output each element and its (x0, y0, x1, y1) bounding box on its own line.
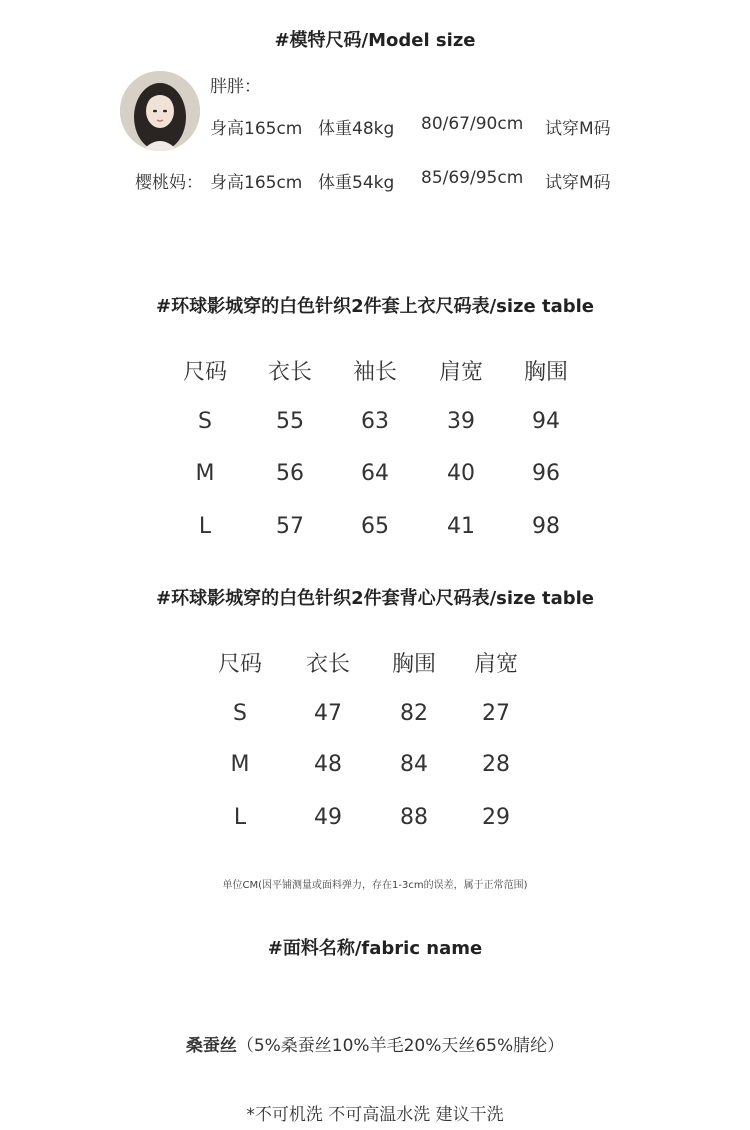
table-cell: M (230, 752, 250, 777)
table-cell: 94 (532, 409, 560, 434)
table-cell: 49 (314, 805, 342, 830)
model-1-weight: 体重48kg (318, 119, 395, 139)
table-header: 胸围 (391, 652, 436, 677)
model-1-measurements: 80/67/90cm (421, 114, 524, 134)
top-size-table-heading: #环球影城穿的白色针织2件套上衣尺码表/size table (155, 296, 595, 317)
table-cell: 39 (447, 409, 475, 434)
fabric-line (0, 1031, 750, 1056)
table-cell: 96 (532, 461, 560, 486)
table-cell: 27 (482, 701, 510, 726)
care-instructions: *不可机洗 不可高温水洗 建议干洗 (246, 1105, 504, 1125)
model-2-measurements: 85/69/95cm (421, 168, 524, 188)
table-header: 肩宽 (473, 652, 518, 677)
table-cell: 98 (532, 514, 560, 539)
model-1-name: 胖胖： (210, 77, 261, 97)
vest-size-table-heading: #环球影城穿的白色针织2件套背心尺码表/size table (155, 588, 595, 609)
table-cell: 47 (314, 701, 342, 726)
table-cell: 56 (276, 461, 304, 486)
table-cell: L (233, 805, 247, 830)
table-cell: M (195, 461, 215, 486)
table-header: 尺码 (217, 652, 262, 677)
table-cell: 28 (482, 752, 510, 777)
table-cell: S (233, 701, 247, 726)
table-cell: 63 (361, 409, 389, 434)
table-header: 衣长 (267, 360, 312, 385)
table-cell: 84 (400, 752, 428, 777)
table-cell: 88 (400, 805, 428, 830)
table-header: 袖长 (352, 360, 397, 385)
model-2-tried-size: 试穿M码 (545, 173, 611, 193)
table-cell: 48 (314, 752, 342, 777)
table-cell: 40 (447, 461, 475, 486)
model-1-height: 身高165cm (210, 119, 303, 139)
model-1-tried-size: 试穿M码 (545, 119, 611, 139)
table-cell: 57 (276, 514, 304, 539)
fabric-heading: #面料名称/fabric name (267, 938, 483, 959)
table-cell: 64 (361, 461, 389, 486)
table-cell: S (198, 409, 212, 434)
table-cell: 65 (361, 514, 389, 539)
model-2-name: 樱桃妈： (135, 173, 203, 193)
model-avatar (120, 71, 200, 151)
table-header: 胸围 (523, 360, 568, 385)
fabric-composition: （5%桑蚕丝10%羊毛20%天丝65%腈纶） (236, 1036, 565, 1056)
model-2-height: 身高165cm (210, 173, 303, 193)
table-cell: 29 (482, 805, 510, 830)
model-size-heading: #模特尺码/Model size (274, 30, 476, 51)
table-cell: L (198, 514, 212, 539)
table-cell: 82 (400, 701, 428, 726)
table-cell: 55 (276, 409, 304, 434)
table-header: 衣长 (305, 652, 350, 677)
table-header: 尺码 (182, 360, 227, 385)
measurement-note: 单位CM(因平铺测量或面料弹力，存在1-3cm的误差，属于正常范围) (222, 880, 528, 891)
model-2-weight: 体重54kg (318, 173, 395, 193)
table-header: 肩宽 (438, 360, 483, 385)
fabric-name: 桑蚕丝 (185, 1036, 237, 1056)
table-cell: 41 (447, 514, 475, 539)
